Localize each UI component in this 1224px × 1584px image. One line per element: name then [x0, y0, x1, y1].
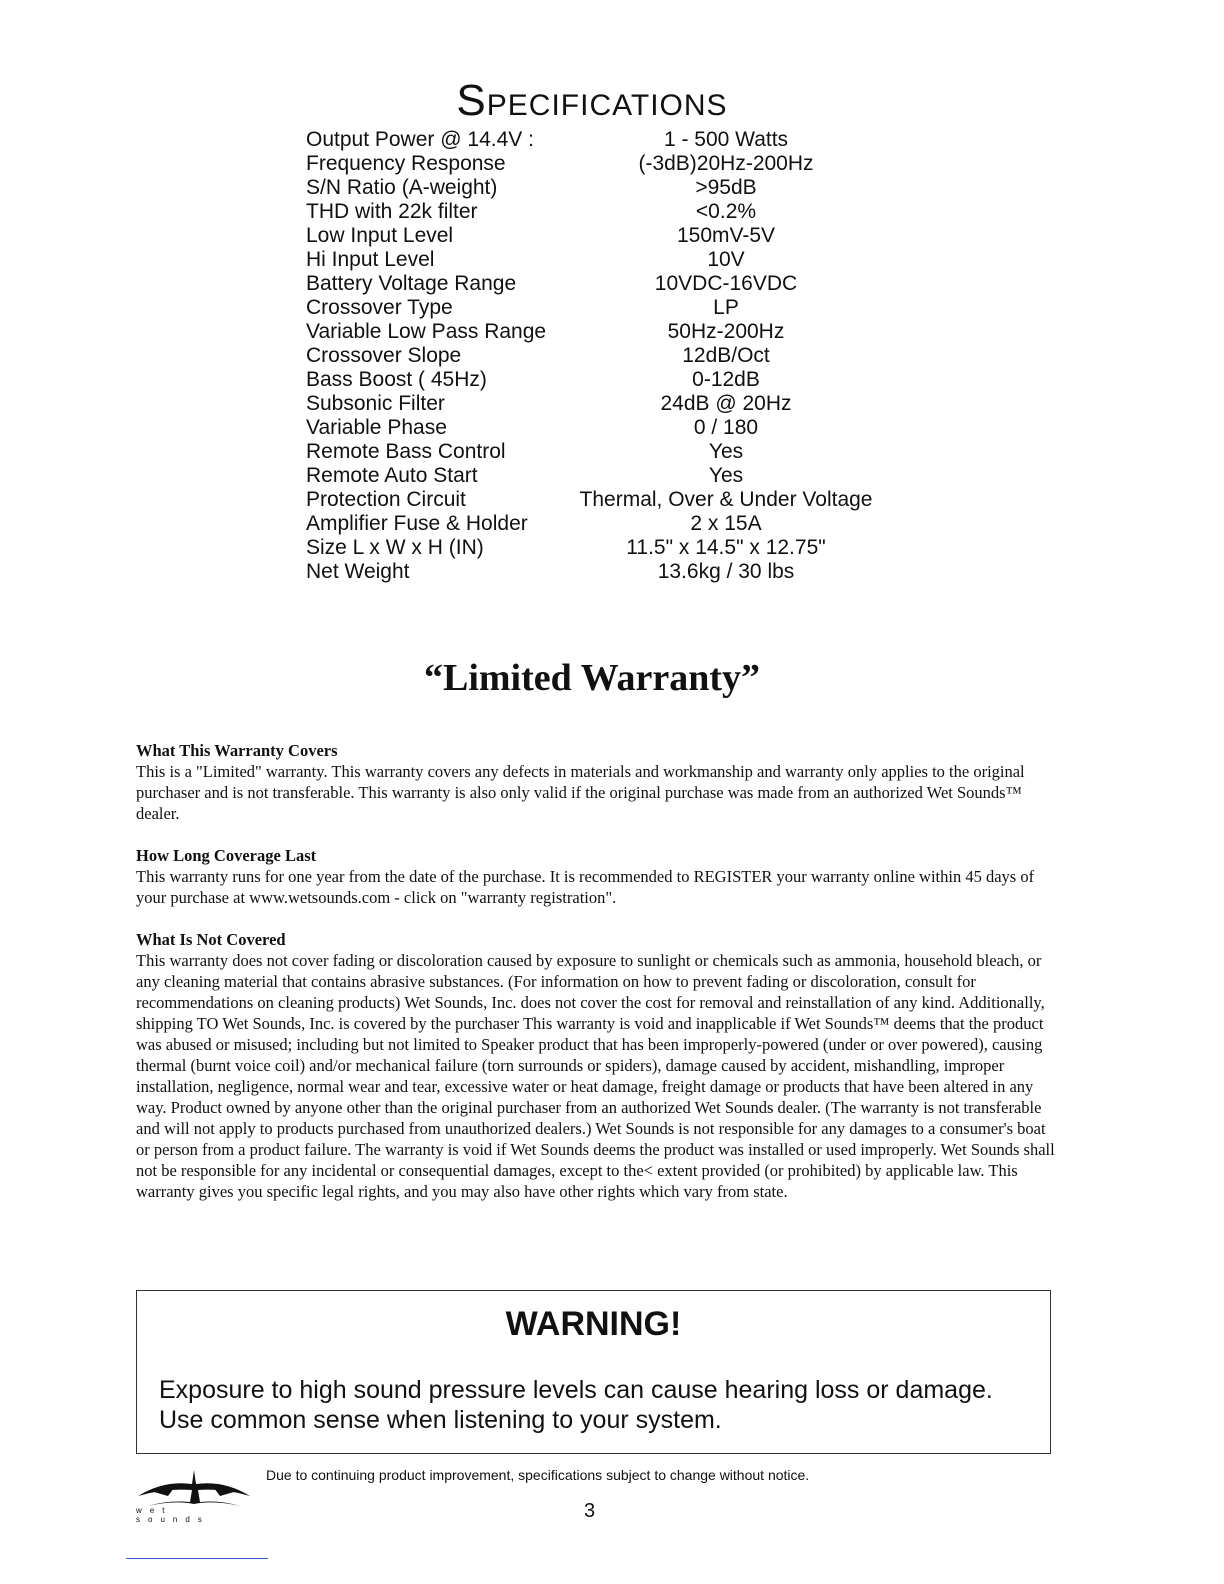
spec-value: Yes	[708, 440, 744, 463]
spec-label: Protection Circuit	[306, 488, 466, 511]
warranty-section-coverage-length	[136, 845, 1056, 908]
spec-value: 0 / 180	[693, 416, 759, 439]
spec-label: Crossover Type	[306, 296, 453, 319]
spec-row	[306, 512, 906, 536]
spec-value: Thermal, Over & Under Voltage	[579, 488, 873, 511]
spec-label: Bass Boost ( 45Hz)	[306, 368, 487, 391]
specifications-title	[0, 76, 1184, 126]
spec-row	[306, 248, 906, 272]
spec-value: (-3dB)20Hz-200Hz	[638, 152, 814, 175]
warranty-title: “Limited Warranty”	[423, 657, 760, 699]
section-text: This warranty does not cover fading or discoloration caused by exposure to sunlight or chemicals such as ammonia, household bleach, or any cleaning material that contains abrasive substances. (For information on how to prevent fading or discoloration, consult for recommendations on cleaning products) Wet Sounds, Inc. does not cover the cost for removal and reinstallation of any kind. Additionally, shipping TO Wet Sounds, Inc. is covered by the purchaser This warranty is void and inapplicable if Wet Sounds™ deems that the product was abused or misused; including but not limited to Speaker product that has been improperly-powered (under or over powered), causing thermal (burnt voice coil) and/or mechanical failure (torn surrounds or spiders), damage caused by accident, mishandling, improper installation, negligence, normal wear and tear, excessive water or heat damage, freight damage or products that have been altered in any way. Product owned by anyone other than the original purchaser from an authorized Wet Sounds dealer. (The warranty is not transferable and will not apply to products purchased from unauthorized dealers.) Wet Sounds is not responsible for any damages to a consumer's boat or person from a product failure. The warranty is void if Wet Sounds deems the product was installed or used improperly. Wet Sounds shall not be responsible for any incidental or consequential damages, except to the< extent provided (or prohibited) by applicable law. This warranty gives you specific legal rights, and you may also have other rights which vary from state.	[136, 951, 1055, 1201]
spec-value: >95dB	[695, 176, 757, 199]
spec-label: Remote Auto Start	[306, 464, 478, 487]
spec-row	[306, 488, 906, 512]
warning-text	[159, 1375, 1046, 1435]
spec-row	[306, 440, 906, 464]
section-text: This warranty runs for one year from the date of the purchase. It is recommended to REGISTER your warranty online within 45 days of your purchase at www.wetsounds.com - click on "warranty registration".	[136, 867, 1035, 907]
spec-label: Variable Phase	[306, 416, 447, 439]
spec-label: THD with 22k filter	[306, 200, 478, 223]
spec-value: <0.2%	[695, 200, 757, 223]
warranty-section-not-covered	[136, 929, 1056, 1202]
spec-row	[306, 392, 906, 416]
warranty-body	[136, 740, 1056, 1223]
spec-row	[306, 536, 906, 560]
spec-row	[306, 152, 906, 176]
spec-value: 10V	[707, 248, 745, 271]
warning-line-1: Exposure to high sound pressure levels can cause hearing loss or damage.	[159, 1376, 993, 1404]
spec-row	[306, 320, 906, 344]
warranty-section-covers	[136, 740, 1056, 824]
bottom-divider	[126, 1558, 268, 1559]
spec-value: 1 - 500 Watts	[663, 128, 789, 151]
warning-title: WARNING!	[505, 1305, 682, 1343]
spec-value: 50Hz-200Hz	[667, 320, 785, 343]
warning-line-2: Use common sense when listening to your system.	[159, 1406, 722, 1434]
spec-value: 24dB @ 20Hz	[660, 392, 792, 415]
spec-label: Variable Low Pass Range	[306, 320, 547, 343]
spec-label: Remote Bass Control	[306, 440, 506, 463]
spec-label: Low Input Level	[306, 224, 454, 247]
spec-row	[306, 176, 906, 200]
spec-label: Battery Voltage Range	[306, 272, 517, 295]
spec-label: S/N Ratio (A-weight)	[306, 176, 498, 199]
spec-label: Frequency Response	[306, 152, 506, 175]
spec-label: Size L x W x H (IN)	[306, 536, 484, 559]
section-heading: What Is Not Covered	[136, 930, 286, 949]
spec-row	[306, 128, 906, 152]
spec-label: Hi Input Level	[306, 248, 435, 271]
spec-label: Net Weight	[306, 560, 410, 583]
spec-row	[306, 368, 906, 392]
page-number: 3	[584, 1500, 596, 1522]
spec-row	[306, 296, 906, 320]
specifications-table	[306, 128, 906, 584]
spec-value: LP	[713, 296, 739, 319]
spec-row	[306, 464, 906, 488]
spec-row	[306, 560, 906, 584]
spec-row	[306, 344, 906, 368]
spec-label: Output Power @ 14.4V :	[306, 128, 534, 151]
spec-row	[306, 200, 906, 224]
spec-label: Subsonic Filter	[306, 392, 445, 415]
spec-label: Crossover Slope	[306, 344, 462, 367]
specifications-title-initial: S	[456, 76, 487, 125]
logo-wordmark: wet sounds	[136, 1506, 210, 1524]
spec-row	[306, 272, 906, 296]
spec-value: 0-12dB	[692, 368, 760, 391]
specifications-title-rest: PECIFICATIONS	[486, 89, 728, 122]
warning-box	[136, 1290, 1051, 1454]
spec-value: Yes	[708, 464, 744, 487]
section-heading: How Long Coverage Last	[136, 846, 317, 865]
section-heading: What This Warranty Covers	[136, 741, 338, 760]
spec-value: 10VDC-16VDC	[654, 272, 798, 295]
spec-row	[306, 416, 906, 440]
spec-value: 13.6kg / 30 lbs	[657, 560, 795, 583]
spec-row	[306, 224, 906, 248]
change-notice: Due to continuing product improvement, specifications subject to change without notice.	[266, 1467, 810, 1483]
spec-value: 12dB/Oct	[682, 344, 770, 367]
spec-value: 11.5" x 14.5" x 12.75"	[626, 536, 826, 559]
spec-value: 2 x 15A	[690, 512, 762, 535]
spec-label: Amplifier Fuse & Holder	[306, 512, 528, 535]
section-text: This is a "Limited" warranty. This warranty covers any defects in materials and workmanship and warranty only applies to the original purchaser and is not transferable. This warranty is also only valid if the original purchase was made from an authorized Wet Sounds™ dealer.	[136, 762, 1025, 823]
spec-value: 150mV-5V	[676, 224, 776, 247]
